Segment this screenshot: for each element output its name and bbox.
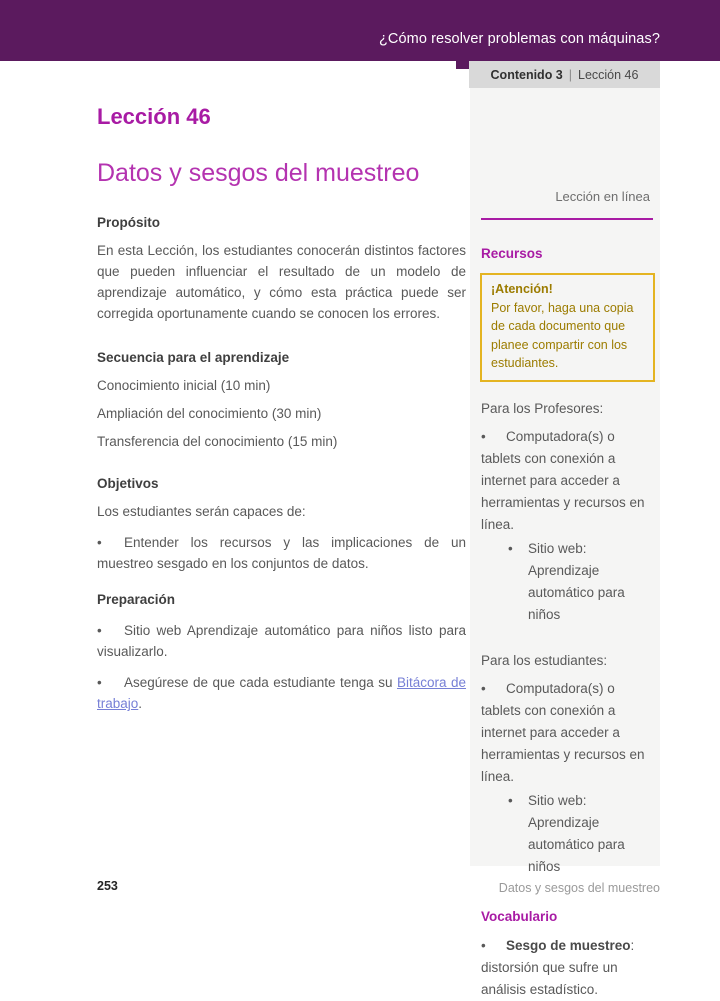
- teachers-bullet-text: Computadora(s) o tablets con conexión a internet para acceder a herramientas y recursos en línea.: [481, 428, 645, 532]
- secuencia-item: Transferencia del conocimiento (15 min): [97, 434, 338, 449]
- page-title: Datos y sesgos del muestreo: [97, 159, 420, 187]
- objetivos-heading: Objetivos: [97, 476, 159, 491]
- bullet-icon: •: [481, 428, 486, 444]
- students-bullet-text: Computadora(s) o tablets con conexión a internet para acceder a herramientas y recursos en línea.: [481, 680, 645, 784]
- preparacion-heading: Preparación: [97, 592, 176, 607]
- bullet-icon: •: [481, 680, 486, 696]
- attention-body: Por favor, haga una copia de cada documento que planee compartir con los estudiantes.: [491, 300, 634, 370]
- preparacion-bullet-prefix: Asegúrese de que cada estudiante tenga su: [124, 675, 397, 690]
- main-column: [97, 100, 466, 714]
- vocab-term: Sesgo de muestreo: [506, 937, 631, 953]
- bullet-icon: •: [97, 675, 102, 690]
- header-notch: [456, 61, 470, 69]
- preparacion-bullet-text: Sitio web Aprendizaje automático para niños listo para visualizarlo.: [97, 623, 466, 659]
- secuencia-item: Ampliación del conocimiento (30 min): [97, 406, 322, 421]
- students-sub-bullet-item: [481, 790, 652, 878]
- secuencia-item: Conocimiento inicial (10 min): [97, 378, 271, 393]
- objetivos-bullet-item: [97, 532, 466, 574]
- vocab-definition: distorsión que sufre un análisis estadístico.: [481, 959, 618, 997]
- vocab-item: [481, 935, 652, 1001]
- proposito-body: En esta Lección, los estudiantes conocerán distintos factores que pueden influenciar el resultado de un modelo de aprendizaje automático, y cómo esta práctica puede ser corregida oportunamente cuando se conocen los errores.: [97, 243, 466, 321]
- bitacora-link[interactable]: Bitácora de trabajo: [97, 675, 466, 711]
- footer-doc-title: Datos y sesgos del muestreo: [498, 881, 660, 895]
- vocab-colon: :: [630, 937, 635, 953]
- teachers-sub-bullet-item: [481, 538, 652, 626]
- students-label: Para los estudiantes:: [481, 652, 608, 668]
- preparacion-bullet-suffix: .: [138, 696, 143, 711]
- sub-bullet-icon: •: [508, 792, 513, 808]
- sidebar-divider: [481, 218, 653, 220]
- page-number: 253: [97, 879, 118, 893]
- breadcrumb-lesson: Lección 46: [578, 67, 639, 82]
- bullet-icon: •: [481, 937, 486, 953]
- teachers-label: Para los Profesores:: [481, 400, 604, 416]
- breadcrumb: [469, 61, 660, 88]
- teachers-bullet-item: [481, 426, 652, 536]
- sub-bullet-icon: •: [508, 540, 513, 556]
- objetivos-intro: Los estudiantes serán capaces de:: [97, 504, 306, 519]
- bullet-icon: •: [97, 535, 102, 550]
- header-title: ¿Cómo resolver problemas con máquinas?: [378, 31, 660, 47]
- attention-title: ¡Atención!: [491, 282, 553, 296]
- preparacion-bullet-item: [97, 672, 466, 714]
- objetivos-bullet-text: Entender los recursos y las implicaciones de un muestreo sesgado en los conjuntos de datos.: [97, 535, 466, 571]
- proposito-heading: Propósito: [97, 215, 160, 230]
- students-sub-bullet-text: Sitio web: Aprendizaje automático para niños: [528, 792, 625, 874]
- vocabulario-heading: Vocabulario: [481, 908, 558, 924]
- breadcrumb-separator: |: [568, 67, 572, 82]
- lesson-number-heading: Lección 46: [97, 104, 211, 129]
- teachers-sub-bullet-text: Sitio web: Aprendizaje automático para niños: [528, 540, 625, 622]
- recursos-heading: Recursos: [481, 246, 543, 261]
- students-bullet-item: [481, 678, 652, 788]
- lesson-online-label: Lección en línea: [555, 189, 650, 204]
- bullet-icon: •: [97, 623, 102, 638]
- header-bar: [0, 0, 720, 61]
- secuencia-heading: Secuencia para el aprendizaje: [97, 350, 290, 365]
- breadcrumb-content: Contenido 3: [490, 67, 563, 82]
- preparacion-bullet-item: [97, 620, 466, 662]
- attention-callout: [480, 273, 655, 382]
